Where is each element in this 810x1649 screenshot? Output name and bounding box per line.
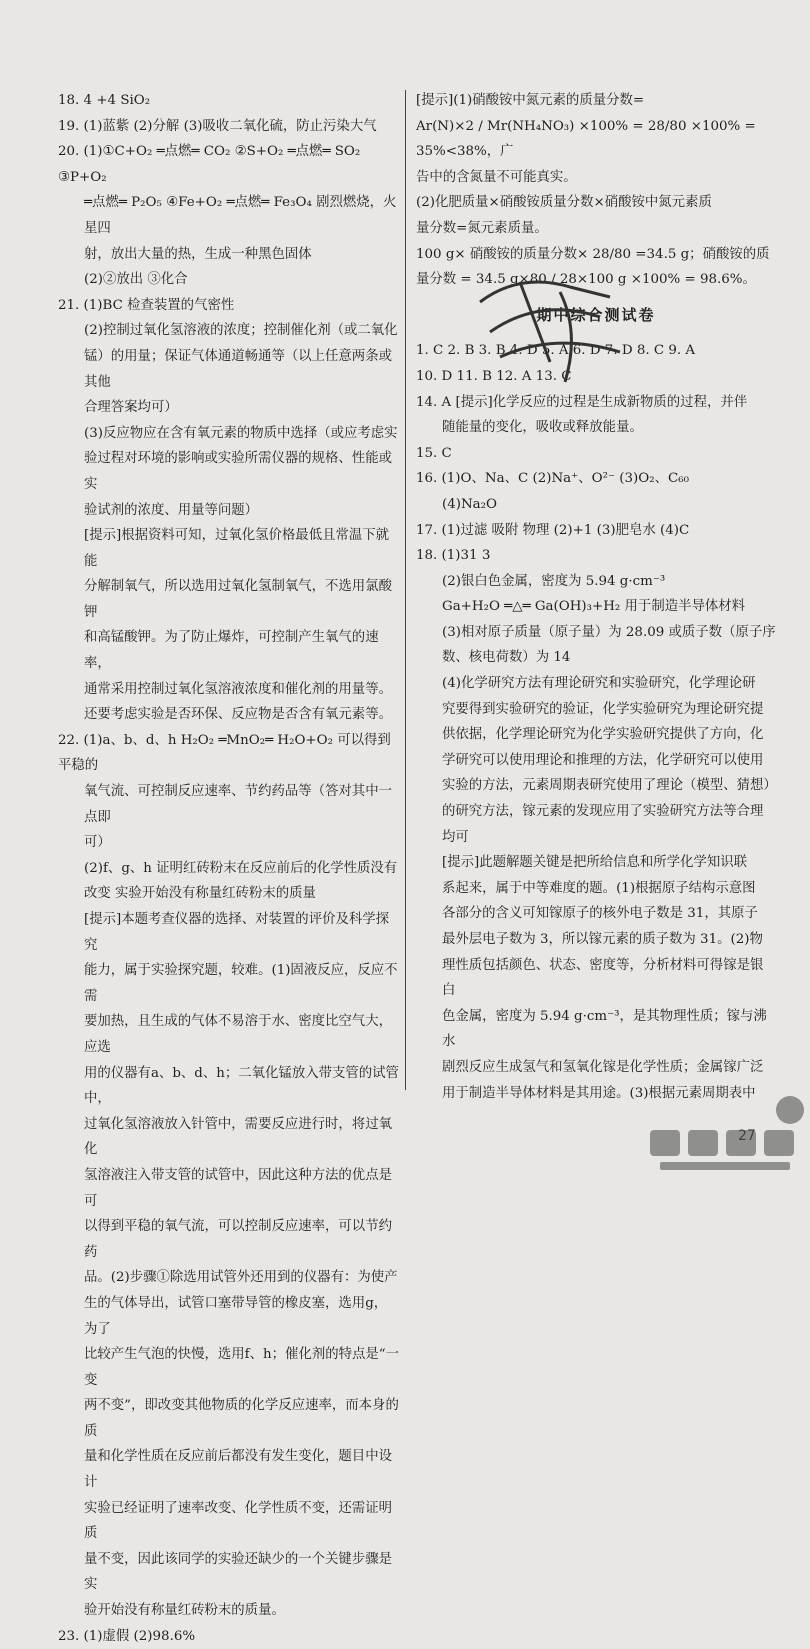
text-line: 22. (1)a、b、d、h H₂O₂ ═MnO₂═ H₂O+O₂ 可以得到平稳的 [58, 732, 391, 774]
text-line: 最外层电子数为 3，所以镓元素的质子数为 31。(2)物 [442, 932, 763, 947]
text-line: 100 g× 硝酸铵的质量分数× 28/80 =34.5 g；硝酸铵的质 [416, 246, 770, 262]
text-line: (4)Na₂O [442, 496, 498, 512]
text-line: 19. (1)蓝紫 (2)分解 (3)吸收二氧化硫，防止污染大气 [58, 118, 377, 134]
text-line: 改变 实验开始没有称量红砖粉末的质量 [84, 886, 316, 902]
text-line: Ar(N)×2 / Mr(NH₄NO₃) ×100% = 28/80 ×100% = 35%<38%，广 [416, 118, 756, 160]
text-line: 学研究可以使用理论和推理的方法，化学研究可以使用 [442, 752, 764, 768]
text-line: [提示]根据资料可知，过氧化氢价格最低且常温下就能 [84, 528, 390, 569]
text-line: 要加热，且生成的气体不易溶于水、密度比空气大，应选 [84, 1014, 392, 1055]
text-line: 16. (1)O、Na、C (2)Na⁺、O²⁻ (3)O₂、C₆₀ [416, 471, 689, 487]
text-line: [提示]此题解题关键是把所给信息和所学化学知识联 [442, 855, 748, 871]
watermark-logo [640, 1090, 810, 1175]
text-line: 供依据，化学理论研究为化学实验研究提供了方向，化 [442, 727, 764, 743]
text-line: 21. (1)BC 检查装置的气密性 [58, 297, 235, 313]
text-line: 可） [84, 835, 111, 851]
text-line: 18. (1)31 3 [416, 548, 491, 564]
text-line: (2)银白色金属，密度为 5.94 g·cm⁻³ [442, 573, 666, 589]
text-line: 验开始没有称量红砖粉末的质量。 [84, 1603, 285, 1619]
text-line: 能力，属于实验探究题，较难。(1)固液反应，反应不需 [84, 963, 398, 1004]
text-line: 剧烈反应生成氢气和氢氧化镓是化学性质；金属镓广泛 [442, 1059, 764, 1075]
text-line: 以得到平稳的氧气流，可以控制反应速率，可以节约药 [84, 1219, 392, 1260]
text-line: 通常采用控制过氧化氢溶液浓度和催化剂的用量等。 [84, 681, 392, 697]
text-line: 17. (1)过滤 吸附 物理 (2)+1 (3)肥皂水 (4)C [416, 522, 690, 538]
column-divider [405, 90, 406, 1090]
text-line: ═点燃═ P₂O₅ ④Fe+O₂ ═点燃═ Fe₃O₄ 剧烈燃烧，火星四 [84, 195, 397, 236]
text-line: 射，放出大量的热，生成一种黑色固体 [84, 246, 312, 262]
text-line: 量不变，因此该同学的实验还缺少的一个关键步骤是实 [84, 1551, 392, 1593]
left-column [58, 88, 400, 1649]
text-line: 色金属，密度为 5.94 g·cm⁻³，是其物理性质；镓与沸水 [442, 1008, 767, 1050]
text-line: 比较产生气泡的快慢，选用f、h；催化剂的特点是“一变 [84, 1347, 400, 1388]
text-line: 均可 [442, 829, 469, 845]
text-line: 系起来，属于中等难度的题。(1)根据原子结构示意图 [442, 880, 756, 896]
text-line: 量和化学性质在反应前后都没有发生变化，题目中设计 [84, 1449, 392, 1491]
text-line: (2)化肥质量×硝酸铵质量分数×硝酸铵中氮元素质 [416, 195, 712, 211]
text-line: 氧气流、可控制反应速率、节约药品等（答对其中一点即 [84, 784, 392, 825]
text-line: [提示]本题考查仪器的选择、对装置的评价及科学探究 [84, 912, 390, 953]
text-line: 20. (1)①C+O₂ ═点燃═ CO₂ ②S+O₂ ═点燃═ SO₂ ③P+O₂ [58, 144, 361, 185]
answers-block [416, 338, 776, 1106]
text-line: 用的仪器有a、b、d、h；二氧化锰放入带支管的试管中， [84, 1065, 399, 1107]
text-line: 两不变”，即改变其他物质的化学反应速率，而本身的质 [84, 1398, 399, 1439]
text-line: [提示](1)硝酸铵中氮元素的质量分数= [416, 93, 645, 108]
text-line: (2)控制过氧化氢溶液的浓度；控制催化剂（或二氧化 [84, 323, 398, 339]
text-line: 10. D 11. B 12. A 13. C [416, 368, 572, 384]
text-line: 18. 4 +4 SiO₂ [58, 93, 151, 108]
text-line: 各部分的含义可知镓原子的核外电子数是 31，其原子 [442, 906, 758, 922]
text-line: 还要考虑实验是否环保、反应物是否含有氧元素等。 [84, 707, 392, 723]
text-line: 23. (1)虚假 (2)98.6% [58, 1628, 196, 1644]
text-line: 氢溶液注入带支管的试管中，因此这种方法的优点是可 [84, 1167, 392, 1209]
seal-stamp [460, 262, 640, 402]
text-line: 过氧化氢溶液放入针管中，需要反应进行时，将过氧化 [84, 1116, 392, 1158]
text-line: 14. A [提示]化学反应的过程是生成新物质的过程，并伴 [416, 394, 748, 410]
text-line: (4)化学研究方法有理论研究和实验研究，化学理论研 [442, 676, 756, 692]
text-line: 究要得到实验研究的验证，化学实验研究为理论研究提 [442, 701, 764, 717]
text-line: (2)f、g、h 证明红砖粉末在反应前后的化学性质没有 [84, 860, 398, 876]
text-line: 的研究方法，镓元素的发现应用了实验研究方法等合理 [442, 804, 764, 820]
text-line: 15. C [416, 445, 452, 461]
text-line: 数、核电荷数）为 14 [442, 650, 571, 666]
text-line: 实验已经证明了速率改变、化学性质不变，还需证明质 [84, 1500, 392, 1542]
text-line: 品。(2)步骤①除选用试管外还用到的仪器有：为使产 [84, 1270, 398, 1286]
text-line: 生的气体导出，试管口塞带导管的橡皮塞，选用g，为了 [84, 1295, 388, 1337]
text-line: 合理答案均可） [84, 400, 178, 416]
text-line: 验试剂的浓度、用量等问题） [84, 502, 259, 518]
text-line: Ga+H₂O ═△═ Ga(OH)₃+H₂ 用于制造半导体材料 [442, 599, 746, 615]
text-line: 随能量的变化，吸收或释放能量。 [442, 420, 643, 436]
text-line: 1. C 2. B 3. B 4. D 5. A 6. D 7. D 8. C 9. A [416, 343, 696, 359]
right-column [416, 88, 776, 1106]
text-line: 验过程对环境的影响或实验所需仪器的规格、性能或实 [84, 451, 392, 492]
text-line: 用于制造半导体材料是其用途。(3)根据元素周期表中 [442, 1085, 756, 1101]
text-line: 和高锰酸钾。为了防止爆炸，可控制产生氧气的速率， [84, 630, 379, 672]
text-line: 量分数 = 34.5 g×80 / 28×100 g ×100% = 98.6%。 [416, 272, 756, 288]
text-line: 实验的方法，元素周期表研究使用了理论（模型、猜想） [442, 778, 777, 794]
text-line: 量分数=氮元素质量。 [416, 220, 548, 236]
section-title: 期中综合测试卷 [536, 305, 656, 324]
text-line: 锰）的用量；保证气体通道畅通等（以上任意两条或其他 [84, 348, 392, 390]
text-line: 告中的含氮量不可能真实。 [416, 169, 577, 185]
text-line: (3)反应物应在含有氧元素的物质中选择（或应考虑实 [84, 425, 398, 441]
text-line: (3)相对原子质量（原子量）为 28.09 或质子数（原子序 [442, 624, 776, 640]
text-line: 理性质包括颜色、状态、密度等，分析材料可得镓是银白 [442, 957, 764, 999]
text-line: (2)②放出 ③化合 [84, 272, 188, 288]
text-line: 分解制氧气，所以选用过氧化氢制氧气，不选用氯酸钾 [84, 579, 392, 620]
